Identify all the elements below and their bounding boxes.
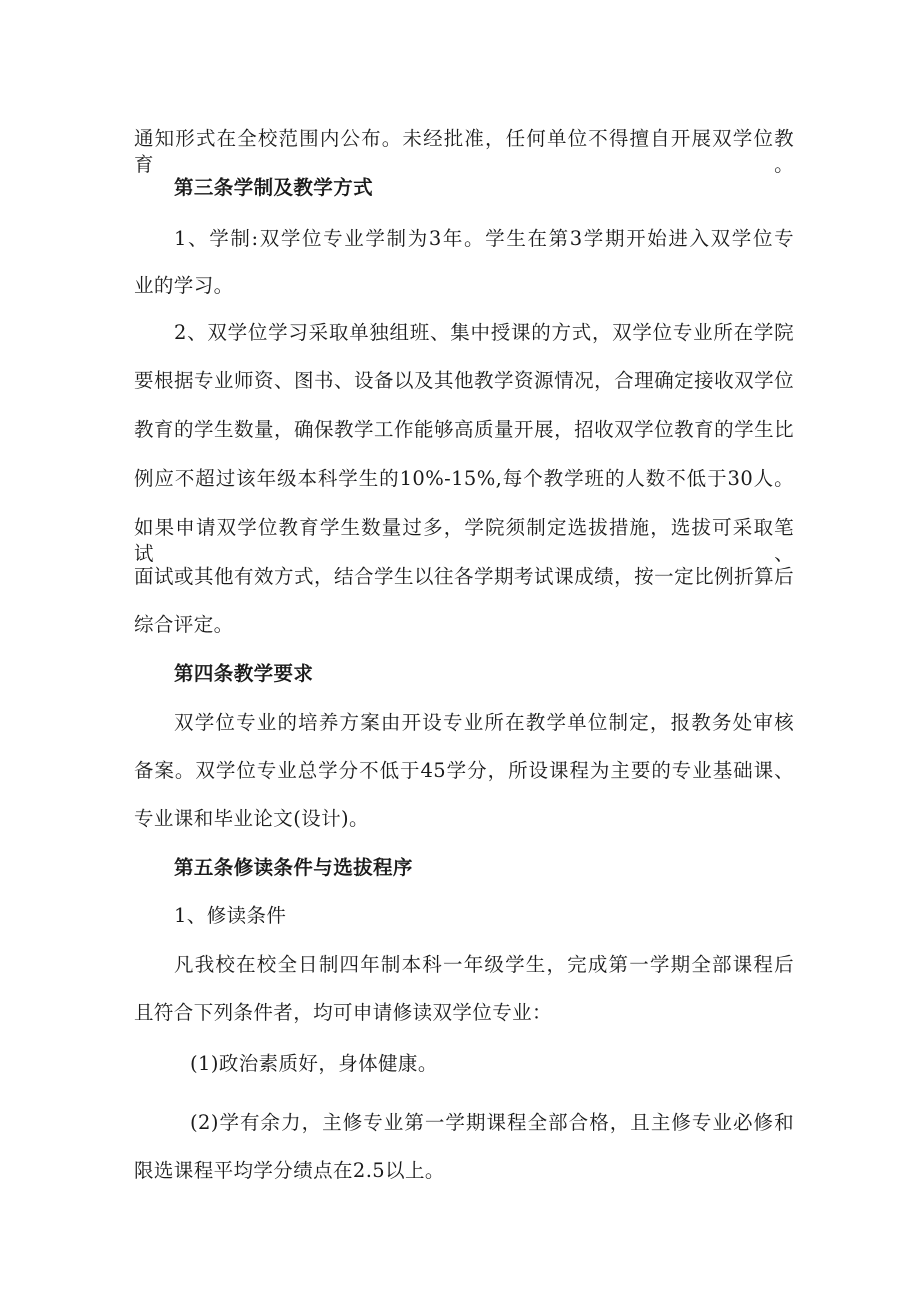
list-item: (2)学有余力，主修专业第一学期课程全部合格，且主修专业必修和 bbox=[190, 1111, 794, 1134]
section-heading-article-3: 第三条学制及教学方式 bbox=[174, 176, 374, 199]
paragraph-line: 双学位专业的培养方案由开设专业所在教学单位制定，报教务处审核 bbox=[174, 711, 794, 734]
paragraph-line: 2、双学位学习采取单独组班、集中授课的方式，双学位专业所在学院 bbox=[174, 321, 794, 344]
paragraph-line: 面试或其他有效方式，结合学生以往各学期考试课成绩，按一定比例折算后 bbox=[134, 565, 794, 588]
paragraph-line: 综合评定。 bbox=[134, 613, 234, 636]
list-item: (1)政治素质好，身体健康。 bbox=[190, 1052, 438, 1075]
paragraph-line: 备案。双学位专业总学分不低于45学分，所设课程为主要的专业基础课、 bbox=[134, 759, 794, 782]
paragraph-line: 专业课和毕业论文(设计)。 bbox=[134, 807, 369, 830]
paragraph-line: 限选课程平均学分绩点在2.5以上。 bbox=[134, 1159, 445, 1182]
paragraph-line: 业的学习。 bbox=[134, 274, 234, 297]
section-heading-article-4: 第四条教学要求 bbox=[174, 662, 314, 685]
paragraph-line: 通知形式在全校范围内公布。未经批准，任何单位不得擅自开展双学位教育。 bbox=[134, 127, 794, 176]
subsection-heading: 1、修读条件 bbox=[174, 904, 287, 927]
section-heading-article-5: 第五条修读条件与选拔程序 bbox=[174, 856, 413, 879]
paragraph-line: 例应不超过该年级本科学生的10%-15%,每个教学班的人数不低于30人。 bbox=[134, 467, 794, 490]
paragraph-line: 且符合下列条件者，均可申请修读双学位专业： bbox=[134, 1001, 552, 1024]
paragraph-line: 如果申请双学位教育学生数量过多，学院须制定选拔措施，选拔可采取笔试、 bbox=[134, 516, 794, 565]
paragraph-line: 教育的学生数量，确保教学工作能够高质量开展，招收双学位教育的学生比 bbox=[134, 418, 794, 441]
paragraph-line: 1、学制:双学位专业学制为3年。学生在第3学期开始进入双学位专 bbox=[174, 227, 794, 250]
paragraph-line: 凡我校在校全日制四年制本科一年级学生，完成第一学期全部课程后 bbox=[174, 953, 794, 976]
paragraph-line: 要根据专业师资、图书、设备以及其他教学资源情况，合理确定接收双学位 bbox=[134, 369, 794, 392]
